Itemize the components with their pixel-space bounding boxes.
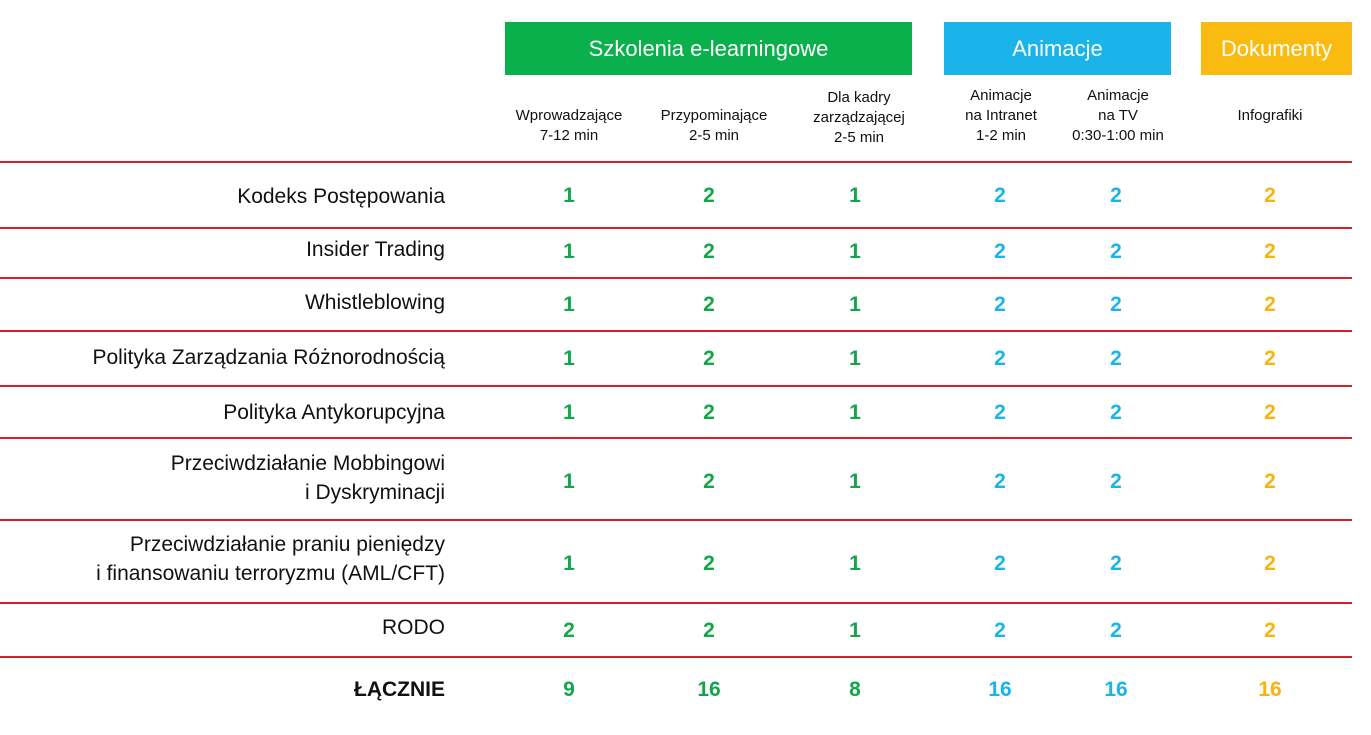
value-cell: 2: [1264, 240, 1276, 263]
row-label: Polityka Zarządzania Różnorodnością: [92, 346, 445, 369]
group-header-documents: Dokumenty: [1201, 22, 1352, 75]
total-value-cell: 16: [988, 678, 1012, 701]
total-value-cell: 16: [1104, 678, 1128, 701]
value-cell: 2: [994, 347, 1006, 370]
row-divider: [0, 277, 1352, 279]
group-header-animations: Animacje: [944, 22, 1171, 75]
value-cell: 2: [994, 240, 1006, 263]
row-label: Whistleblowing: [304, 291, 445, 314]
row-divider: [0, 437, 1352, 439]
value-cell: 2: [994, 293, 1006, 316]
value-cell: 2: [994, 619, 1006, 642]
column-header-intranet-animation: Animacje na Intranet 1-2 min: [965, 87, 1037, 144]
value-cell: 2: [1110, 619, 1122, 642]
row-label: Przeciwdziałanie Mobbingowi i Dyskryminacji: [170, 452, 445, 504]
value-cell: 2: [994, 552, 1006, 575]
value-cell: 1: [849, 619, 861, 642]
value-cell: 1: [849, 184, 861, 207]
value-cell: 2: [1110, 401, 1122, 424]
row-label: Insider Trading: [306, 238, 445, 261]
value-cell: 2: [563, 619, 575, 642]
value-cell: 2: [703, 470, 715, 493]
total-label: ŁĄCZNIE: [354, 678, 445, 701]
value-cell: 2: [703, 619, 715, 642]
value-cell: 2: [1264, 401, 1276, 424]
value-cell: 2: [1264, 619, 1276, 642]
column-header-reminder: Przypominające 2-5 min: [660, 107, 768, 144]
value-cell: 1: [563, 401, 575, 424]
value-cell: 2: [994, 401, 1006, 424]
total-value-cell: 9: [563, 678, 575, 701]
total-value-cell: 16: [697, 678, 721, 701]
row-divider: [0, 602, 1352, 604]
row-label: Polityka Antykorupcyjna: [223, 401, 445, 424]
row-label: Kodeks Postępowania: [237, 185, 445, 208]
value-cell: 1: [563, 184, 575, 207]
row-label: Przeciwdziałanie praniu pieniędzy i finansowaniu terroryzmu (AML/CFT): [96, 533, 445, 585]
value-cell: 2: [1110, 293, 1122, 316]
row-divider: [0, 227, 1352, 229]
row-divider: [0, 330, 1352, 332]
value-cell: 2: [1110, 240, 1122, 263]
value-cell: 1: [563, 552, 575, 575]
value-cell: 2: [1264, 347, 1276, 370]
value-cell: 1: [563, 470, 575, 493]
column-header-management: Dla kadry zarządzającej 2-5 min: [813, 89, 905, 146]
row-divider: [0, 161, 1352, 163]
value-cell: 2: [1264, 293, 1276, 316]
group-header-elearning: Szkolenia e-learningowe: [505, 22, 912, 75]
value-cell: 1: [849, 470, 861, 493]
value-cell: 2: [1264, 552, 1276, 575]
value-cell: 1: [849, 240, 861, 263]
value-cell: 1: [563, 347, 575, 370]
value-cell: 1: [563, 293, 575, 316]
row-divider: [0, 519, 1352, 521]
row-label: RODO: [382, 616, 445, 639]
value-cell: 1: [849, 401, 861, 424]
row-divider: [0, 656, 1352, 658]
value-cell: 2: [703, 347, 715, 370]
value-cell: 2: [703, 240, 715, 263]
value-cell: 1: [563, 240, 575, 263]
value-cell: 1: [849, 347, 861, 370]
value-cell: 2: [994, 184, 1006, 207]
value-cell: 2: [703, 401, 715, 424]
value-cell: 2: [703, 184, 715, 207]
total-value-cell: 8: [849, 678, 861, 701]
value-cell: 2: [1110, 184, 1122, 207]
value-cell: 2: [703, 552, 715, 575]
value-cell: 1: [849, 293, 861, 316]
value-cell: 1: [849, 552, 861, 575]
value-cell: 2: [1264, 470, 1276, 493]
column-header-tv-animation: Animacje na TV 0:30-1:00 min: [1072, 87, 1164, 144]
value-cell: 2: [1264, 184, 1276, 207]
value-cell: 2: [1110, 470, 1122, 493]
total-value-cell: 16: [1258, 678, 1282, 701]
value-cell: 2: [994, 470, 1006, 493]
row-divider: [0, 385, 1352, 387]
value-cell: 2: [1110, 552, 1122, 575]
value-cell: 2: [1110, 347, 1122, 370]
column-header-infographics: Infografiki: [1237, 107, 1303, 124]
column-header-introductory: Wprowadzające 7-12 min: [515, 107, 623, 144]
value-cell: 2: [703, 293, 715, 316]
